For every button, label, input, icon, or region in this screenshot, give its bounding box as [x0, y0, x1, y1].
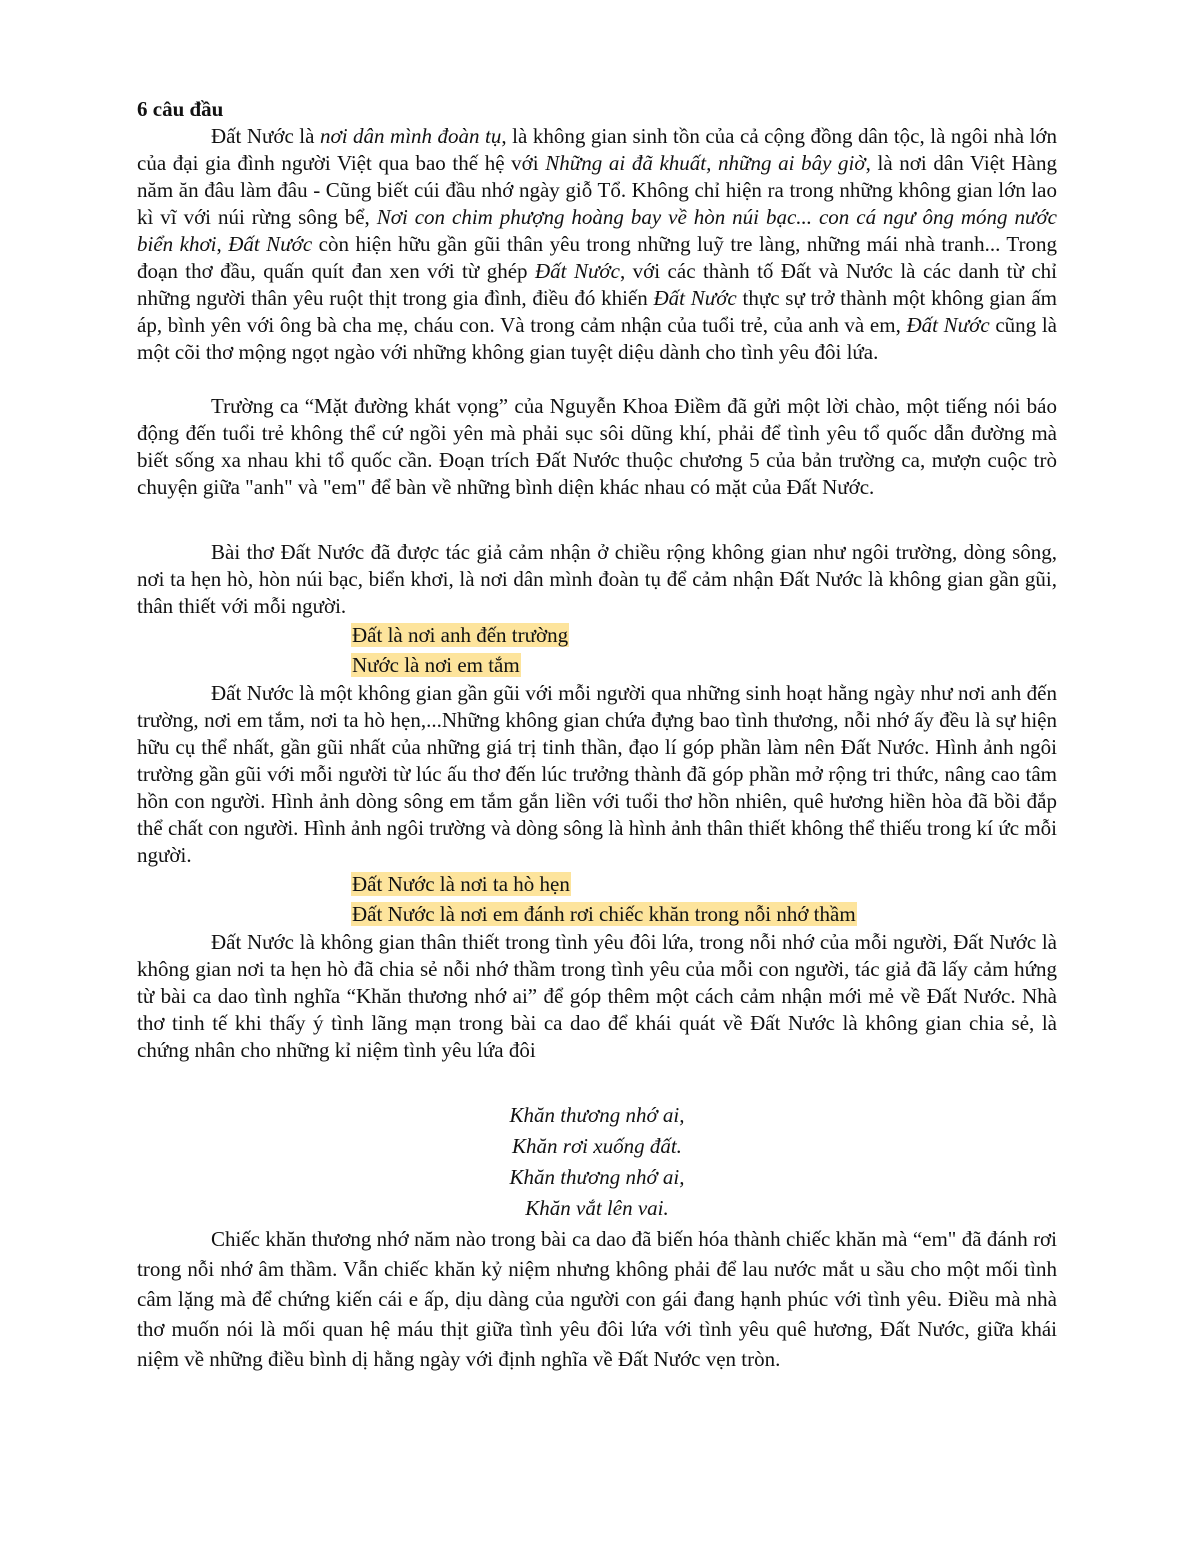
p1-run: , là nơi dân Việt Hàng năm ăn đâu làm đâu - Cũng biết cúi đầu nhớ ngày giỗ Tổ. Không chỉ hiện ra trong những không gian lớn lao kì vĩ với núi rừng sông bể,	[137, 151, 1057, 229]
verse-text: Nước là nơi em tắm	[352, 653, 520, 677]
paragraph-2: Trường ca “Mặt đường khát vọng” của Nguyễn Khoa Điềm đã gửi một lời chào, một tiếng nói báo động đến tuổi trẻ không thể cứ ngồi yên mà phải sục sôi dũng khí, phải để tình yêu tổ quốc dẫn đường mà biết sống xa nhau khi tổ quốc cần. Đoạn trích Đất Nước thuộc chương 5 của bản trường ca, mượn cuộc trò chuyện giữa "anh" và "em" để bàn về những bình diện khác nhau có mặt của Đất Nước.	[137, 394, 1057, 499]
paragraph-1	[137, 123, 1057, 366]
p1-run: , với các thành tố Đất và Nước là các danh từ chỉ những người thân yêu ruột thịt trong gia đình, điều đó khiến	[137, 259, 1057, 310]
p1-italic-run: Nơi con chim phượng hoàng bay về hòn núi bạc... con cá ngư ông móng nước biển khơi	[137, 205, 1057, 256]
paragraph-3: Bài thơ Đất Nước đã được tác giả cảm nhận ở chiều rộng không gian như ngôi trường, dòng sông, nơi ta hẹn hò, hòn núi bạc, biển khơi, là nơi dân mình đoàn tụ để cảm nhận Đất Nước là không gian gần gũi, thân thiết với mỗi người.	[137, 540, 1057, 618]
p1-italic-run: Đất Nước	[535, 259, 620, 283]
p1-run: ,	[216, 232, 229, 256]
p1-run: còn hiện hữu gần gũi thân yêu trong những luỹ tre làng, những mái nhà tranh... Trong đoạn thơ đầu, quấn quít đan xen với từ ghép	[137, 232, 1057, 283]
paragraph-4: Đất Nước là một không gian gần gũi với mỗi người qua những sinh hoạt hằng ngày như nơi anh đến trường, nơi em tắm, nơi ta hò hẹn,...Những không gian chứa đựng bao tình thương, nỗi nhớ ấy đều là sự hiện hữu cụ thể nhất, gần gũi nhất của những giá trị tinh thần, đạo lí góp phần làm nên Đất Nước. Hình ảnh ngôi trường gần gũi với mỗi người từ lúc ấu thơ đến lúc trưởng thành đã góp phần mở rộng tri thức, nâng cao tâm hồn con người. Hình ảnh dòng sông em tắm gắn liền với tuổi thơ hồn nhiên, quê hương hiền hòa đã bồi đắp thể chất con người. Hình ảnh ngôi trường và dòng sông là hình ảnh thân thiết không thể thiếu trong kí ức mỗi người.	[137, 681, 1057, 867]
verse-text: Đất là nơi anh đến trường	[352, 623, 569, 647]
highlighted-verse-line	[137, 650, 1057, 680]
highlighted-verse-line	[137, 869, 1057, 899]
verse-text: Đất Nước là nơi em đánh rơi chiếc khăn trong nỗi nhớ thầm	[352, 902, 856, 926]
p1-italic-run: nơi dân mình đoàn tụ	[319, 124, 502, 148]
document-body	[137, 96, 1057, 1374]
p1-italic-run: Những ai đã khuất, những ai bây giờ	[545, 151, 866, 175]
p1-run: , là không gian sinh tồn của cả cộng đồng dân tộc, là ngôi nhà lớn của đại gia đình người Việt qua bao thế hệ với	[137, 124, 1058, 175]
verse-text: Đất Nước là nơi ta hò hẹn	[352, 872, 570, 896]
poem-line: Khăn rơi xuống đất.	[512, 1134, 682, 1158]
p1-italic-run: Đất Nước	[653, 286, 737, 310]
highlighted-verse-line	[137, 899, 1057, 929]
p1-run: cũng là một cõi thơ mộng ngọt ngào với những không gian tuyệt diệu dành cho tình yêu đôi lứa.	[137, 313, 1057, 364]
p1-run: thực sự trở thành một không gian ấm áp, bình yên với ông bà cha mẹ, cháu con. Và trong cảm nhận của tuổi trẻ, của anh và em,	[137, 286, 1057, 337]
paragraph-5: Đất Nước là không gian thân thiết trong tình yêu đôi lứa, trong nỗi nhớ của mỗi người, Đất Nước là không gian nơi ta hẹn hò đã chia sẻ nỗi nhớ thầm trong tình yêu của mỗi con người, tác giả đã lấy cảm hứng từ bài ca dao tình nghĩa “Khăn thương nhớ ai” để góp thêm một cách cảm nhận mới mẻ về Đất Nước. Nhà thơ tinh tế khi thấy ý tình lãng mạn trong bài ca dao để khái quát về Đất Nước là không gian chia sẻ, là chứng nhân cho những kỉ niệm tình yêu lứa đôi	[137, 930, 1057, 1062]
section-heading: 6 câu đầu	[137, 97, 224, 121]
poem-line: Khăn thương nhớ ai,	[509, 1103, 685, 1127]
poem-line: Khăn thương nhớ ai,	[509, 1165, 685, 1189]
p1-italic-run: Đất Nước	[228, 232, 313, 256]
paragraph-6: Chiếc khăn thương nhớ năm nào trong bài ca dao đã biến hóa thành chiếc khăn mà “em" đã đánh rơi trong nỗi nhớ âm thầm. Vẫn chiếc khăn kỷ niệm nhưng không phải để lau nước mắt u sầu cho một mối tình câm lặng mà để chứng kiến cái e ấp, dịu dàng của người con gái đang hạnh phúc với tình yêu. Điều mà nhà thơ muốn nói là mối quan hệ máu thịt giữa tình yêu đôi lứa với tình yêu quê hương, Đất Nước, giữa khái niệm về những điều bình dị hằng ngày với định nghĩa về Đất Nước vẹn tròn.	[137, 1227, 1057, 1371]
p1-italic-run: Đất Nước	[906, 313, 990, 337]
highlighted-verse-line	[137, 620, 1057, 650]
p1-run: Đất Nước là	[211, 124, 320, 148]
poem-line: Khăn vắt lên vai.	[525, 1196, 669, 1220]
